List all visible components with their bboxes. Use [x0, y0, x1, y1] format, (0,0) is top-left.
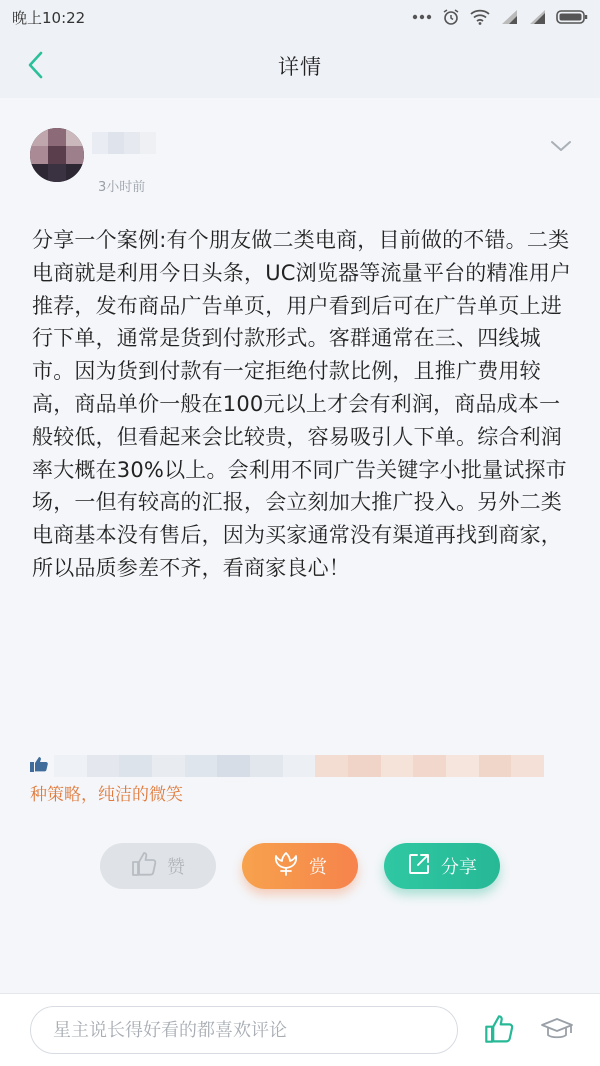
- likers-row: [30, 752, 560, 780]
- battery-icon: [556, 9, 588, 25]
- reward-button[interactable]: [242, 843, 358, 889]
- chevron-left-icon: [26, 50, 44, 84]
- graduation-cap-icon: [540, 1029, 574, 1048]
- like-label: 赞: [167, 857, 185, 878]
- wifi-icon: [470, 9, 490, 25]
- share-icon: [407, 852, 431, 881]
- post-actions: [0, 843, 600, 893]
- like-button[interactable]: [100, 843, 216, 889]
- status-bar: [0, 0, 600, 34]
- post-time: 3小时前: [98, 180, 146, 195]
- post-content: 分享一个案例:有个朋友做二类电商，目前做的不错。二类电商就是利用今日头条，UC浏览器等流量平台的精准用户推荐，发布商品广告单页，用户看到后可在广告单页上进行下单，通常是货到付款形式。客群通常在三、四线城市。因为货到付款有一定拒绝付款比例，且推广费用较高，商品单价一般在100元以上才会有利润，商品成本一般较低，但看起来会比较贵，容易吸引人下单。综合利润率大概在30%以上。会利用不同广告关键字小批量试探市场，一但有较高的汇报，会立刻加大推广投入。另外二类电商基本没有售后，因为买家通常没有渠道再找到商家，所以品质参差不齐，看商家良心！: [32, 228, 572, 580]
- graduation-cap-button[interactable]: [540, 1016, 576, 1046]
- chevron-down-icon: [550, 138, 572, 157]
- likers-redacted: [54, 755, 544, 777]
- separator: ，: [81, 785, 98, 805]
- avatar[interactable]: [30, 128, 84, 182]
- signal-icon: [528, 9, 546, 25]
- thumbs-up-icon: [30, 756, 48, 776]
- likers-names: [30, 780, 183, 805]
- share-button[interactable]: [384, 843, 500, 889]
- more-dots-icon: [412, 14, 432, 20]
- liker-name[interactable]: 纯洁的微笑: [98, 785, 183, 805]
- post-card: [0, 98, 600, 993]
- alarm-icon: [442, 8, 460, 26]
- nav-bar: [0, 34, 600, 98]
- more-options-button[interactable]: [550, 138, 574, 160]
- bottom-like-button[interactable]: [484, 1014, 516, 1046]
- thumbs-up-icon: [484, 1029, 514, 1048]
- status-icons: [412, 8, 588, 26]
- back-button[interactable]: [22, 52, 48, 82]
- page-title: 详情: [278, 55, 322, 79]
- comment-input[interactable]: [30, 1006, 458, 1054]
- bottom-bar: [0, 993, 600, 1066]
- status-time: 晚上10:22: [12, 8, 86, 27]
- reward-icon: [273, 851, 299, 882]
- reward-label: 赏: [309, 857, 327, 878]
- signal-icon: [500, 9, 518, 25]
- thumbs-up-outline-icon: [131, 851, 157, 882]
- author-name-redacted[interactable]: [92, 132, 156, 154]
- share-label: 分享: [441, 857, 477, 878]
- liker-name[interactable]: 种策略: [30, 785, 81, 805]
